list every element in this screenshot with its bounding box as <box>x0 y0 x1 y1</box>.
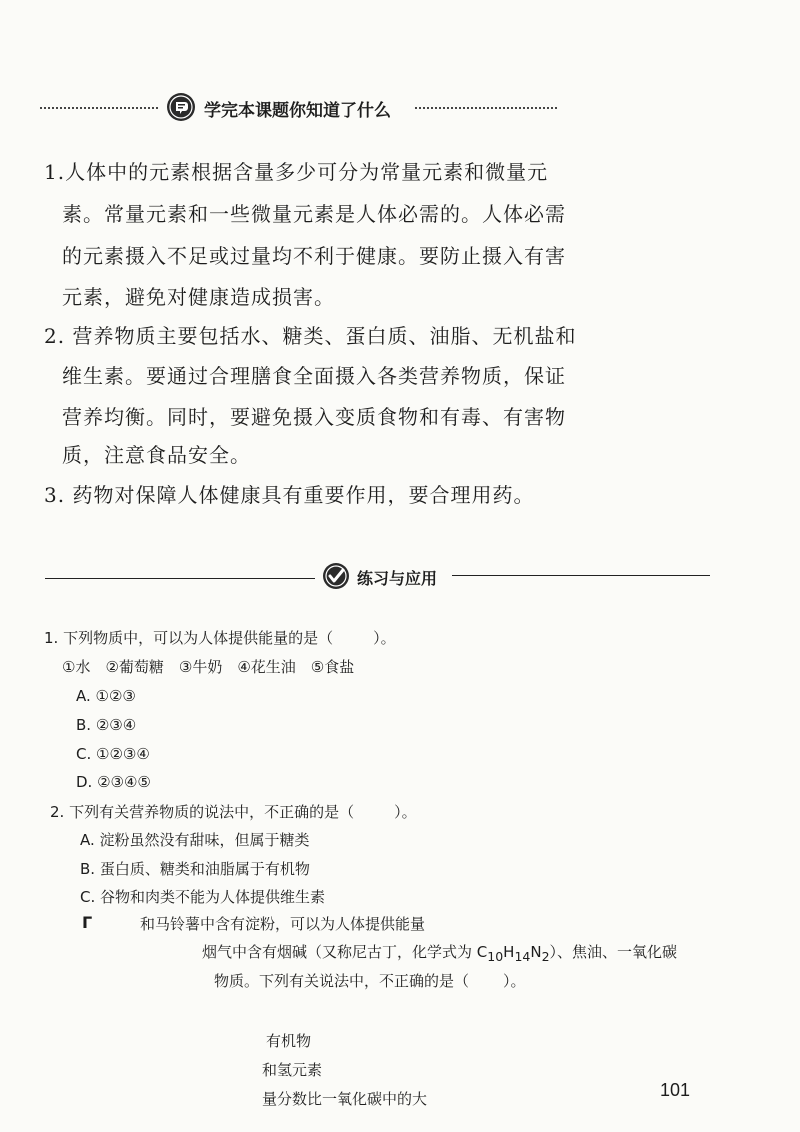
question-2-option-b: B. 蛋白质、糖类和油脂属于有机物 <box>80 860 310 878</box>
header-rule-left <box>45 578 315 579</box>
summary-point-2-line-1: 2. 营养物质主要包括水、糖类、蛋白质、油脂、无机盐和 <box>44 324 577 348</box>
question-3-option-a-fragment: 有机物 <box>266 1032 312 1050</box>
summary-section-title: 学完本课题你知道了什么 <box>204 101 391 121</box>
question-3-stem-line-2: 物质。下列有关说法中，不正确的是（ ）。 <box>214 972 526 990</box>
question-2-option-d-mark: Γ <box>82 913 93 932</box>
summary-point-1-line-3: 的元素摄入不足或过量均不利于健康。要防止摄入有害 <box>62 244 566 268</box>
summary-point-2-line-4: 质，注意食品安全。 <box>62 443 251 467</box>
question-1-option-d: D. ②③④⑤ <box>76 773 151 791</box>
question-3-option-c-fragment: 量分数比一氧化碳中的大 <box>262 1090 428 1108</box>
question-2-option-d-partial: 和马铃薯中含有淀粉，可以为人体提供能量 <box>140 915 426 933</box>
question-1-items: ①水 ②葡萄糖 ③牛奶 ④花生油 ⑤食盐 <box>62 658 355 676</box>
question-3-option-b-fragment: 和氢元素 <box>262 1061 323 1079</box>
question-1-stem: 1. 下列物质中，可以为人体提供能量的是（ ）。 <box>44 629 396 647</box>
question-1-option-b: B. ②③④ <box>76 716 137 734</box>
question-1-option-a: A. ①②③ <box>76 687 136 705</box>
summary-point-3-line-1: 3. 药物对保障人体健康具有重要作用，要合理用药。 <box>44 483 535 507</box>
summary-point-1-line-1: 1.人体中的元素根据含量多少可分为常量元素和微量元 <box>44 160 549 184</box>
summary-point-2-line-2: 维生素。要通过合理膳食全面摄入各类营养物质，保证 <box>62 364 566 388</box>
header-dotted-rule-right <box>415 107 557 109</box>
question-2-option-a: A. 淀粉虽然没有甜味，但属于糖类 <box>80 831 310 849</box>
summary-point-1-line-4: 元素，避免对健康造成损害。 <box>62 285 335 309</box>
summary-point-1-line-2: 素。常量元素和一些微量元素是人体必需的。人体必需 <box>62 202 566 226</box>
lightbulb-head-icon <box>166 92 196 122</box>
page-number: 101 <box>660 1080 691 1100</box>
question-2-option-c: C. 谷物和肉类不能为人体提供维生素 <box>80 888 326 906</box>
question-3-stem-line-1: 烟气中含有烟碱（又称尼古丁，化学式为 $C_{10}H_{14}N_2$）、焦油、一氧化碳 <box>202 943 678 964</box>
question-2-stem: 2. 下列有关营养物质的说法中，不正确的是（ ）。 <box>50 803 417 821</box>
checkmark-icon <box>322 562 350 590</box>
question-1-option-c: C. ①②③④ <box>76 745 150 763</box>
exercise-section-title: 练习与应用 <box>357 569 438 588</box>
summary-point-2-line-3: 营养均衡。同时，要避免摄入变质食物和有毒、有害物 <box>62 405 566 429</box>
header-dotted-rule-left <box>40 107 158 109</box>
header-rule-right <box>452 575 710 576</box>
